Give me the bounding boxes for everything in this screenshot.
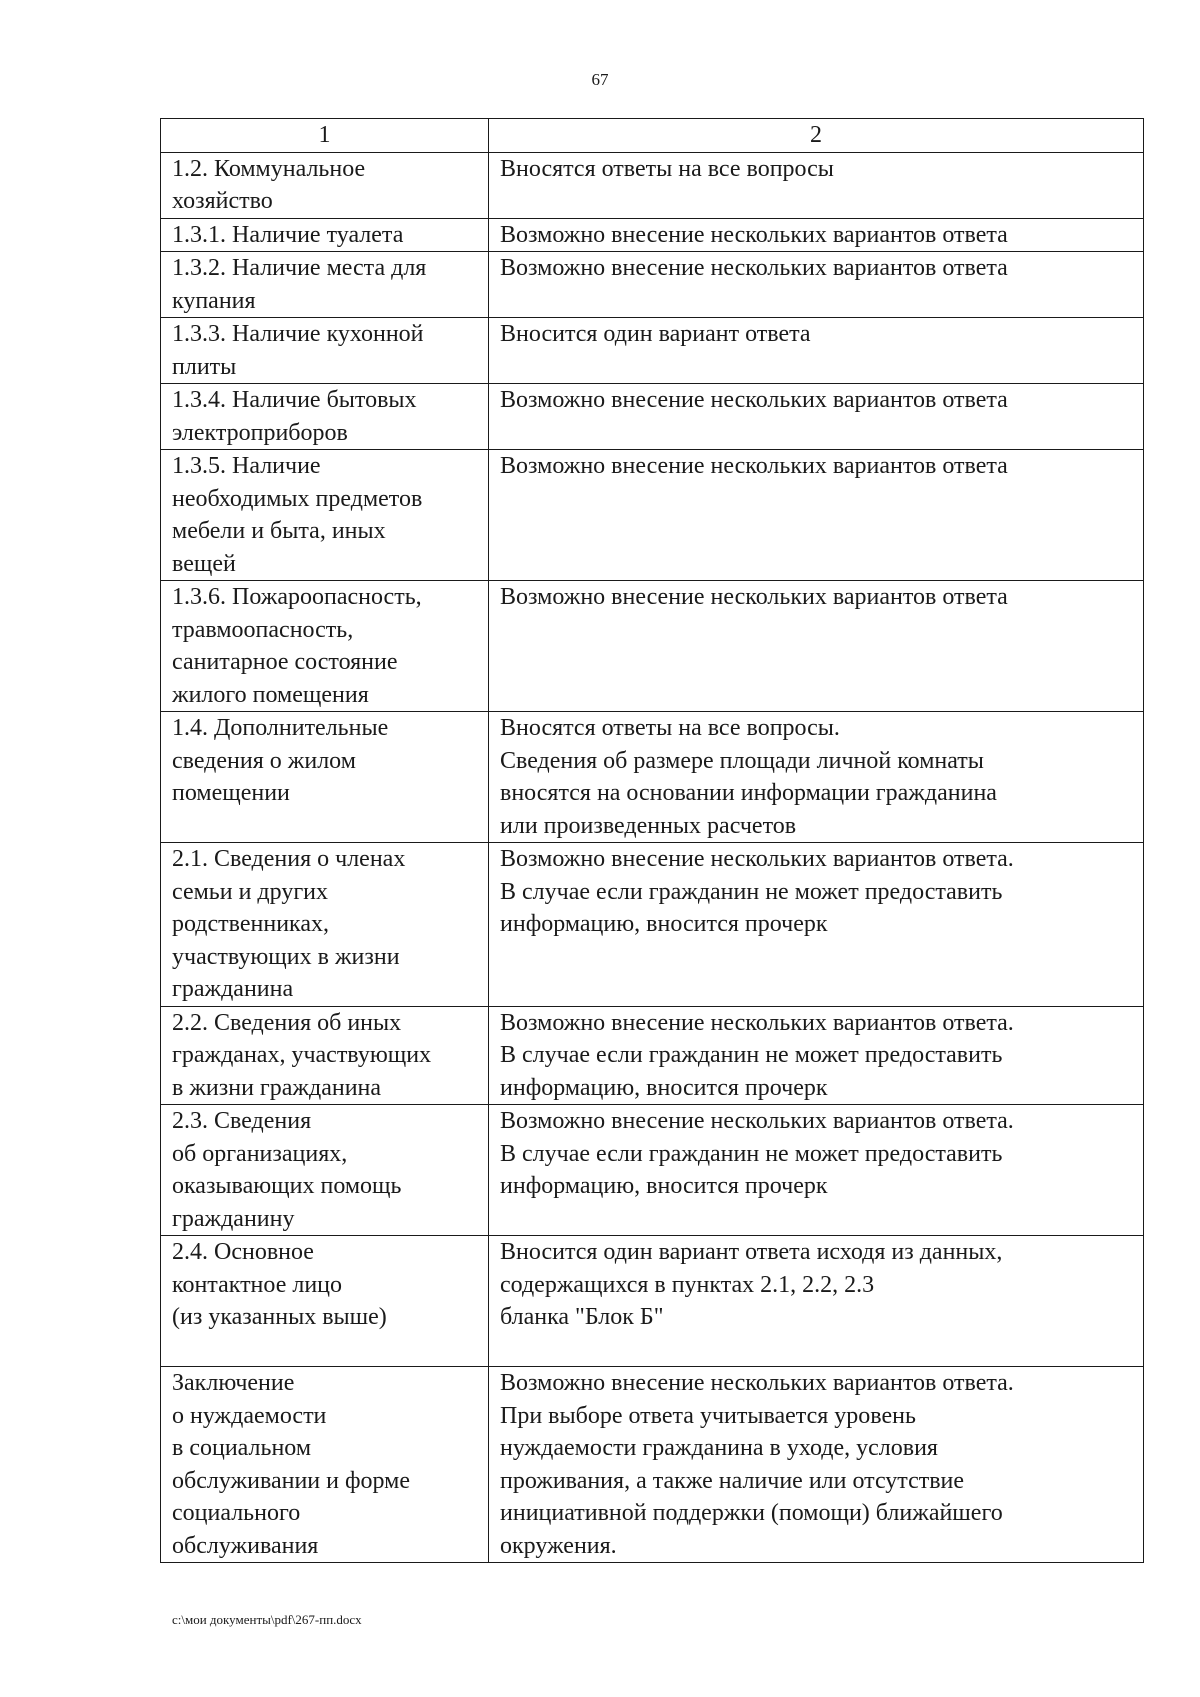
table-row <box>161 712 1144 843</box>
table-row <box>161 252 1144 318</box>
section-cell: 2.2. Сведения об иных гражданах, участвующих в жизни гражданина <box>161 1006 489 1105</box>
instruction-cell: Возможно внесение нескольких вариантов ответа <box>489 450 1144 581</box>
table-row <box>161 1105 1144 1236</box>
instruction-cell: Вносится один вариант ответа исходя из данных, содержащихся в пунктах 2.1, 2.2, 2.3 бланка "Блок Б" <box>489 1236 1144 1367</box>
section-cell: Заключение о нуждаемости в социальном обслуживании и форме социального обслуживания <box>161 1367 489 1563</box>
instruction-cell: Возможно внесение нескольких вариантов ответа <box>489 252 1144 318</box>
section-cell: 1.3.4. Наличие бытовых электроприборов <box>161 384 489 450</box>
section-cell: 2.1. Сведения о членах семьи и других родственниках, участвующих в жизни гражданина <box>161 843 489 1007</box>
column-header-1: 1 <box>161 119 489 153</box>
section-cell: 1.4. Дополнительные сведения о жилом помещении <box>161 712 489 843</box>
section-cell: 1.3.2. Наличие места для купания <box>161 252 489 318</box>
instruction-cell: Возможно внесение нескольких вариантов ответа <box>489 581 1144 712</box>
section-cell: 1.2. Коммунальное хозяйство <box>161 152 489 218</box>
table-header-row <box>161 119 1144 153</box>
table-row <box>161 1006 1144 1105</box>
instruction-cell: Возможно внесение нескольких вариантов ответа. В случае если гражданин не может предоставить информацию, вносится прочерк <box>489 843 1144 1007</box>
instruction-cell: Возможно внесение нескольких вариантов ответа. В случае если гражданин не может предоставить информацию, вносится прочерк <box>489 1105 1144 1236</box>
page-number: 67 <box>591 70 609 89</box>
section-cell: 1.3.3. Наличие кухонной плиты <box>161 318 489 384</box>
section-cell: 2.3. Сведения об организациях, оказывающих помощь гражданину <box>161 1105 489 1236</box>
table-row <box>161 843 1144 1007</box>
section-cell: 1.3.5. Наличие необходимых предметов мебели и быта, иных вещей <box>161 450 489 581</box>
table-row <box>161 318 1144 384</box>
table-row <box>161 450 1144 581</box>
instruction-cell: Возможно внесение нескольких вариантов ответа <box>489 384 1144 450</box>
column-header-2: 2 <box>489 119 1144 153</box>
instruction-cell: Вносятся ответы на все вопросы. Сведения об размере площади личной комнаты вносятся на основании информации гражданина или произведенных расчетов <box>489 712 1144 843</box>
table-row <box>161 152 1144 218</box>
instructions-table <box>160 118 1144 1563</box>
table-row <box>161 1236 1144 1367</box>
instruction-cell: Возможно внесение нескольких вариантов ответа. При выборе ответа учитывается уровень нуждаемости гражданина в уходе, условия проживания, а также наличие или отсутствие инициативной поддержки (помощи) ближайшего окружения. <box>489 1367 1144 1563</box>
section-cell: 2.4. Основное контактное лицо (из указанных выше) <box>161 1236 489 1367</box>
footer-file-path: c:\мои документы\pdf\267-пп.docx <box>172 1612 362 1627</box>
table-row <box>161 384 1144 450</box>
table-row <box>161 581 1144 712</box>
instruction-cell: Возможно внесение нескольких вариантов ответа. В случае если гражданин не может предоставить информацию, вносится прочерк <box>489 1006 1144 1105</box>
instruction-cell: Вносится один вариант ответа <box>489 318 1144 384</box>
table-row <box>161 1367 1144 1563</box>
section-cell: 1.3.1. Наличие туалета <box>161 218 489 252</box>
instruction-cell: Возможно внесение нескольких вариантов ответа <box>489 218 1144 252</box>
instruction-cell: Вносятся ответы на все вопросы <box>489 152 1144 218</box>
table-row <box>161 218 1144 252</box>
section-cell: 1.3.6. Пожароопасность, травмоопасность, санитарное состояние жилого помещения <box>161 581 489 712</box>
